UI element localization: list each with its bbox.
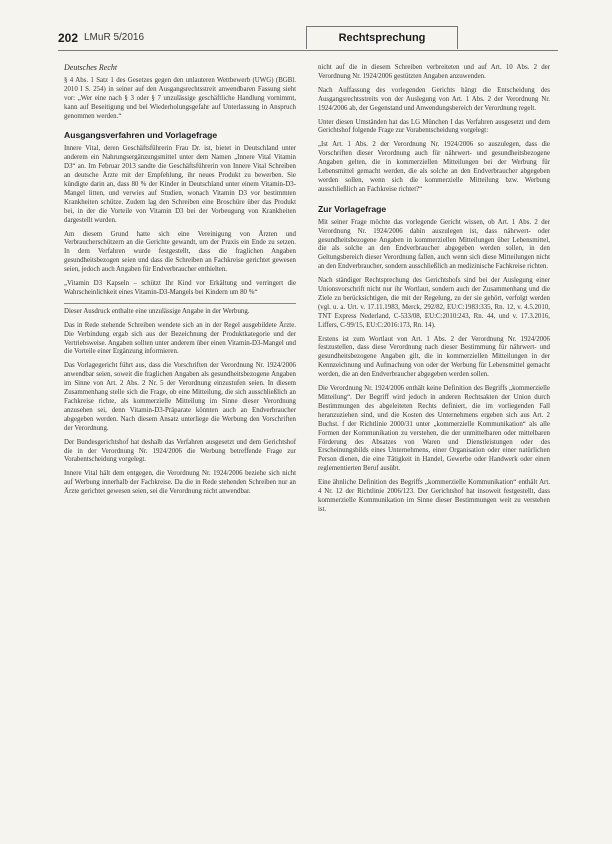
paragraph: Erstens ist zum Wortlaut von Art. 1 Abs. 2 der Verordnung Nr. 1924/2006 festzustellen, dass diese Verordnung nach dieser Bestimmung für nährwert- und gesundheitsbezogene Angaben gilt, die in kommerziellen Mitteilungen in der Kennzeichnung und Aufmachung von oder der Werbung für Lebensmittel gemacht werden, die an den Endverbraucher abgegeben werden sollen.: [318, 335, 550, 379]
paragraph: Unter diesen Umständen hat das LG München I das Verfahren ausgesetzt und dem Gerichtshof folgende Frage zur Vorabentscheidung vorgelegt:: [318, 118, 550, 135]
paragraph: Innere Vital, deren Geschäftsführerin Frau Dr. ist, bietet in Deutschland unter anderem ein Nahrungsergänzungsmittel unter dem Namen „Innere Vital Vitamin D3“ an. Im Februar 2013 sandte die Geschäftsführerin von Innere Vital Schreiben an deutsche Ärzte mit der Empfehlung, ihr neues Produkt zu bewerben. Sie kündigte darin an, dass 80 % der Kinder in Deutschland unter einem Vitamin-D3-Mangel litten, und verwies auf Studien, wonach Vitamin D3 vor bestimmten Krankheiten schütze. Zudem lag den Schreiben eine Broschüre über das Produkt bei, in der die Vorteile von Vitamin D3 bei der Vorbeugung von Krankheiten dargestellt wurden.: [64, 145, 296, 224]
section-title: Rechtsprechung: [306, 26, 458, 49]
paragraph: Das in Rede stehende Schreiben wendete sich an in der Regel ausgebildete Ärzte. Die Verbindung ergab sich aus der Bezeichnung der Produktkategorie und der Vertriebsweise. Angaben sollten unter anderem über einen Vitamin-D3-Mangel und die Vorteile einer Ergänzung informieren.: [64, 321, 296, 356]
paragraph: nicht auf die in diesem Schreiben verbreiteten und auf Art. 10 Abs. 2 der Verordnung Nr. 1924/2006 gestützten Angaben anzuwenden.: [318, 64, 550, 80]
page-number: 202: [58, 31, 79, 45]
quoted-question: „Ist Art. 1 Abs. 2 der Verordnung Nr. 1924/2006 so auszulegen, dass die Vorschriften dieser Verordnung auch für nährwert- und gesundheitsbezogene Angaben gelten, die in kommerziellen Mitteilungen bei der Werbung für Lebensmittel gemacht werden, die als solche an den Endverbraucher abgegeben werden sollen, wenn sich die kommerzielle Mitteilung bzw. Werbung ausschließlich an Fachkreise richtet?“: [318, 141, 550, 193]
paragraph: Mit seiner Frage möchte das vorlegende Gericht wissen, ob Art. 1 Abs. 2 der Verordnung Nr. 1924/2006 dahin auszulegen ist, dass nährwert- oder gesundheitsbezogene Angaben in kommerziellen Mitteilungen über Lebensmittel, die als solche an den Endverbraucher abgegeben werden sollen, in den Geltungsbereich dieser Verordnung fallen, auch wenn sich diese Mitteilungen nicht an den Endverbraucher, sondern ausschließlich an medizinische Fachkreise richten.: [318, 218, 550, 271]
paragraph: § 4 Abs. 1 Satz 1 des Gesetzes gegen den unlauteren Wettbewerb (UWG) (BGBl. 2010 I S. 254) in seiner auf den Ausgangsrechtsstreit anwendbaren Fassung sieht vor: „Wer eine nach § 3 oder § 7 unzulässige geschäftliche Handlung vornimmt, kann auf Beseitigung und bei Wiederholungsgefahr auf Unterlassung in Anspruch genommen werden.“: [64, 76, 296, 120]
paragraph: „Vitamin D3 Kapseln – schützt Ihr Kind vor Erkältung und verringert die Wahrscheinlichkeit eines Vitamin-D3-Mangels bei Kindern um 80 %“: [64, 280, 296, 296]
paragraph: Nach Auffassung des vorlegenden Gerichts hängt die Entscheidung des Ausgangsrechtsstreits von der Auslegung von Art. 1 Abs. 2 der Verordnung Nr. 1924/2006 ab, der Gegenstand und Anwendungsbereich der Verordnung regelt.: [318, 86, 550, 112]
section-heading: Ausgangsverfahren und Vorlagefrage: [64, 130, 218, 141]
journal-reference: LMuR 5/2016: [84, 32, 145, 43]
section-heading: Zur Vorlagefrage: [318, 203, 387, 214]
paragraph: Innere Vital hält dem entgegen, die Verordnung Nr. 1924/2006 beziehe sich nicht auf Werbung innerhalb der Fachkreise. Da die in Rede stehenden Schreiben nur an Ärzte gerichtet gewesen seien, sei die Verordnung nicht anwendbar.: [64, 470, 296, 496]
paragraph: Der Bundesgerichtshof hat deshalb das Verfahren ausgesetzt und dem Gerichtshof die in der Verordnung Nr. 1924/2006 die Werbung betreffende Frage zur Vorabentscheidung vorgelegt.: [64, 438, 296, 464]
paragraph: Das Vorlagegericht führt aus, dass die Vorschriften der Verordnung Nr. 1924/2006 anwendbar seien, soweit die fraglichen Angaben als gesundheitsbezogene Angaben im Sinne von Art. 2 Abs. 2 Nr. 5 der Verordnung einzustufen seien. In diesem Zusammenhang stelle sich die Frage, ob eine Mitteilung, die sich ausschließlich an Fachkreise richte, als kommerzielle Mitteilung im Sinne dieser Verordnung anzusehen sei, denn Vitamin-D3-Präparate könnten auch an Endverbraucher abgegeben werden. Nach diesem Ansatz unterliege die Werbung den Vorschriften der Verordnung.: [64, 362, 296, 432]
subsection-label: Deutsches Recht: [64, 63, 118, 72]
page-header: [58, 28, 558, 51]
paragraph: Die Verordnung Nr. 1924/2006 enthält keine Definition des Begriffs „kommerzielle Mitteilung“. Der Begriff wird jedoch in anderen Rechtsakten der Union durch Bestimmungen des abgeleiteten Rechts definiert, die im vorliegenden Fall heranzuziehen sind, und die Kosten des Unternehmens ergeben sich aus Art. 2 Buchst. f der Richtlinie 2000/31 unter „kommerzielle Kommunikation“ als alle Formen der Kommunikation zu verstehen, die der unmittelbaren oder mittelbaren Förderung des Absatzes von Waren und Dienstleistungen oder des Erscheinungsbilds eines Unternehmens, einer Organisation oder einer natürlichen Person dienen, die eine Tätigkeit in Handel, Gewerbe oder Handwerk oder einen reglementierten Beruf ausübt.: [318, 385, 550, 473]
left-column: [64, 64, 296, 502]
paragraph: Nach ständiger Rechtsprechung des Gerichtshofs sind bei der Auslegung einer Unionsvorschrift nicht nur ihr Wortlaut, sondern auch der Zusammenhang und die Ziele zu berücksichtigen, die mit der Regelung, zu der sie gehört, verfolgt werden (vgl. u. a. Urt. v. 17.11.1983, Merck, 292/82, EU:C:1983:335, Rn. 12, v. 4.5.2010, TNT Express Nederland, C-533/08, EU:C:2010:243, Rn. 44, und v. 17.3.2016, Liffers, C-99/15, EU:C:2016:173, Rn. 14).: [318, 277, 550, 329]
right-column: [318, 64, 550, 520]
paragraph: Am diesem Grund hatte sich eine Vereinigung von Ärzten und Verbraucherschützern an die Gerichte gewandt, um der Praxis ein Ende zu setzen. In dem Verfahren wurde festgestellt, dass die fraglichen Angaben gesundheitsbezogen seien und dass die Schreiben an Fachkreise gerichtet gewesen seien, jedoch auch Angaben für Endverbraucher enthielten.: [64, 230, 296, 274]
paragraph: Dieser Ausdruck enthalte eine unzulässige Angabe in der Werbung.: [64, 303, 296, 317]
paragraph: Eine ähnliche Definition des Begriffs „kommerzielle Kommunikation“ enthält Art. 4 Nr. 12 der Richtlinie 2006/123. Der Gerichtshof hat insoweit festgestellt, dass kommerzielle Kommunikation im Sinne dieser Bestimmungen weit zu verstehen ist.: [318, 479, 550, 513]
